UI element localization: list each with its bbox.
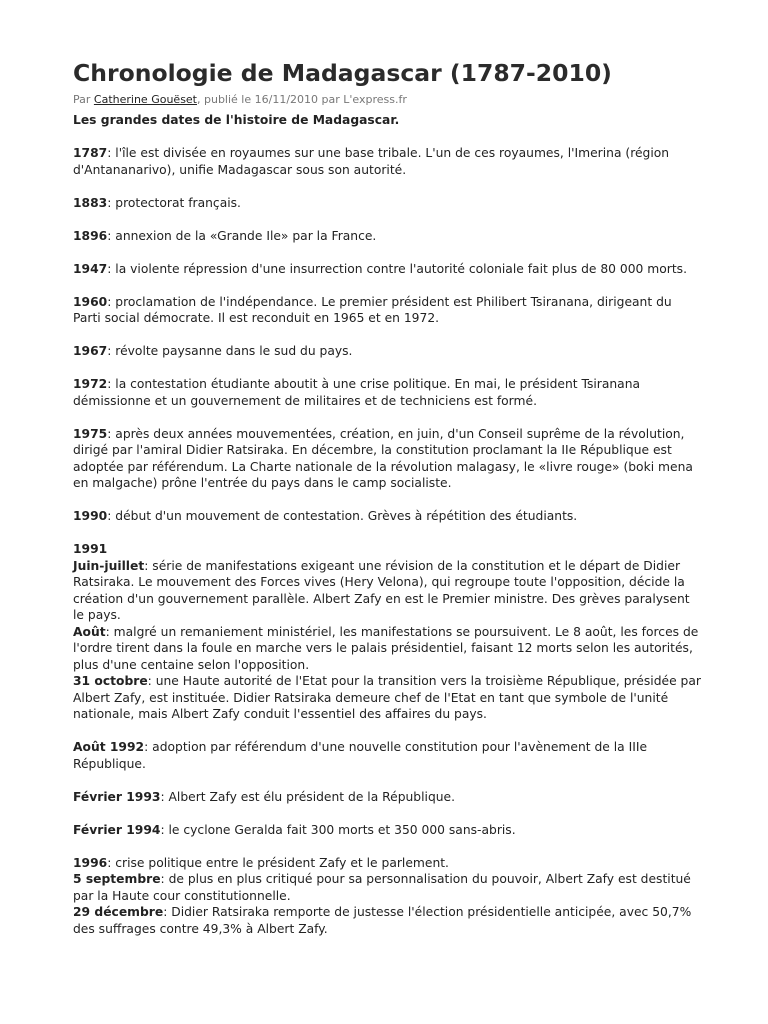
entry-text: : la violente répression d'une insurrection contre l'autorité coloniale fait plus de 80 000 morts. [107,261,687,276]
entry-text: : de plus en plus critiqué pour sa personnalisation du pouvoir, Albert Zafy est destitué par la Haute cour constitutionnelle. [73,872,691,903]
entry-text: : après deux années mouvementées, création, en juin, d'un Conseil suprême de la révolution, dirigé par l'amiral Didier Ratsiraka. En décembre, la constitution proclamant la IIe République est adoptée par référendum. La Charte nationale de la révolution malagasy, le «livre rouge» (boki mena en malgache) prône l'entrée du pays dans le camp socialiste. [73,426,693,490]
entry-date: Août [73,624,106,639]
timeline-entry-1787 [73,145,703,178]
byline-prefix: Par [73,93,94,106]
entry-text: : une Haute autorité de l'Etat pour la transition vers la troisième République, présidée par Albert Zafy, est instituée. Didier Ratsiraka demeure chef de l'Etat en tant que symbole de l'unité nationale, mais Albert Zafy conduit l'essentiel des affaires du pays. [73,674,701,721]
entry-date: Juin-juillet [73,558,145,573]
timeline-entry-1992 [73,739,703,772]
timeline-block-1996 [73,855,703,938]
entry-date: 29 décembre [73,905,164,919]
entry-text: : annexion de la «Grande Ile» par la France. [107,228,377,243]
timeline-entry-1990 [73,508,703,525]
timeline-subentry [73,558,703,624]
entry-date: 1990 [73,509,108,523]
entry-text: : l'île est divisée en royaumes sur une base tribale. L'un de ces royaumes, l'Imerina (région d'Antananarivo), unifie Madagascar sous son autorité. [73,146,670,177]
entry-date: 1996 [73,855,108,870]
entry-date: Février 1994 [73,822,161,837]
entry-date: Février 1993 [73,789,161,804]
byline-source: L'express.fr [343,93,407,106]
timeline-entry-1896 [73,228,703,245]
entry-date: 1975 [73,426,108,441]
entry-date: 1972 [73,377,108,391]
timeline-entry-1947 [73,261,703,278]
timeline-entry-1972 [73,376,703,409]
entry-date: 1967 [73,344,108,358]
entry-text: : proclamation de l'indépendance. Le premier président est Philibert Tsiranana, dirigeant du Parti social démocrate. Il est reconduit en 1965 et en 1972. [73,294,672,325]
timeline-entry-1994 [73,822,703,839]
entry-text: : crise politique entre le président Zafy et le parlement. [107,855,449,870]
entry-text: : début d'un mouvement de contestation. Grèves à répétition des étudiants. [107,509,578,523]
timeline-entry-1993 [73,789,703,806]
entry-text: : Albert Zafy est élu président de la République. [160,789,456,804]
timeline-block-1991 [73,541,703,723]
entry-date: 1883 [73,195,108,210]
entry-date: 1787 [73,146,108,160]
article-lead: Les grandes dates de l'histoire de Madagascar. [73,113,400,127]
entry-text: : Didier Ratsiraka remporte de justesse l'élection présidentielle anticipée, avec 50,7% des suffrages contre 49,3% à Albert Zafy. [73,905,692,936]
timeline-subentry [73,855,703,872]
entry-text: : malgré un remaniement ministériel, les manifestations se poursuivent. Le 8 août, les forces de l'ordre tirent dans la foule en marche vers le palais présidentiel, faisant 12 morts selon les autorités, plus d'une centaine selon l'opposition. [73,624,699,672]
entry-text: : révolte paysanne dans le sud du pays. [107,344,353,358]
article [73,56,703,954]
byline-date: , publié le 16/11/2010 par [197,93,344,106]
entry-date: 1947 [73,261,108,276]
entry-text: : adoption par référendum d'une nouvelle constitution pour l'avènement de la IIIe République. [73,740,648,771]
author-link[interactable]: Catherine Gouëset [93,93,197,106]
entry-date: 1960 [73,294,108,309]
timeline-subentry [73,904,703,937]
timeline-subentry [73,673,703,723]
article-body [73,112,703,937]
entry-date: 5 septembre [73,872,161,886]
entry-text: : le cyclone Geralda fait 300 morts et 350 000 sans-abris. [160,822,516,837]
entry-text: : série de manifestations exigeant une révision de la constitution et le départ de Didier Ratsiraka. Le mouvement des Forces vives (Hery Velona), qui regroupe toute l'opposition, décide la création d'un gouvernement parallèle. Albert Zafy en est le Premier ministre. Des grèves paralysent le pays. [73,558,690,622]
entry-date: 31 octobre [73,674,148,688]
timeline-entry-1967 [73,343,703,360]
year-heading: 1991 [73,542,108,556]
entry-text: : protectorat français. [107,195,241,210]
timeline-subentry [73,871,703,904]
entry-date: Août 1992 [73,740,145,754]
entry-text: : la contestation étudiante aboutit à une crise politique. En mai, le président Tsiranana démissionne et un gouvernement de militaires et de techniciens est formé. [73,377,641,408]
timeline-entry-1975 [73,426,703,492]
timeline-entry-1883 [73,195,703,212]
timeline-subentry [73,624,703,674]
byline [73,92,703,108]
timeline-entry-1960 [73,294,703,327]
entry-date: 1896 [73,228,108,243]
page-title: Chronologie de Madagascar (1787-2010) [73,59,612,87]
